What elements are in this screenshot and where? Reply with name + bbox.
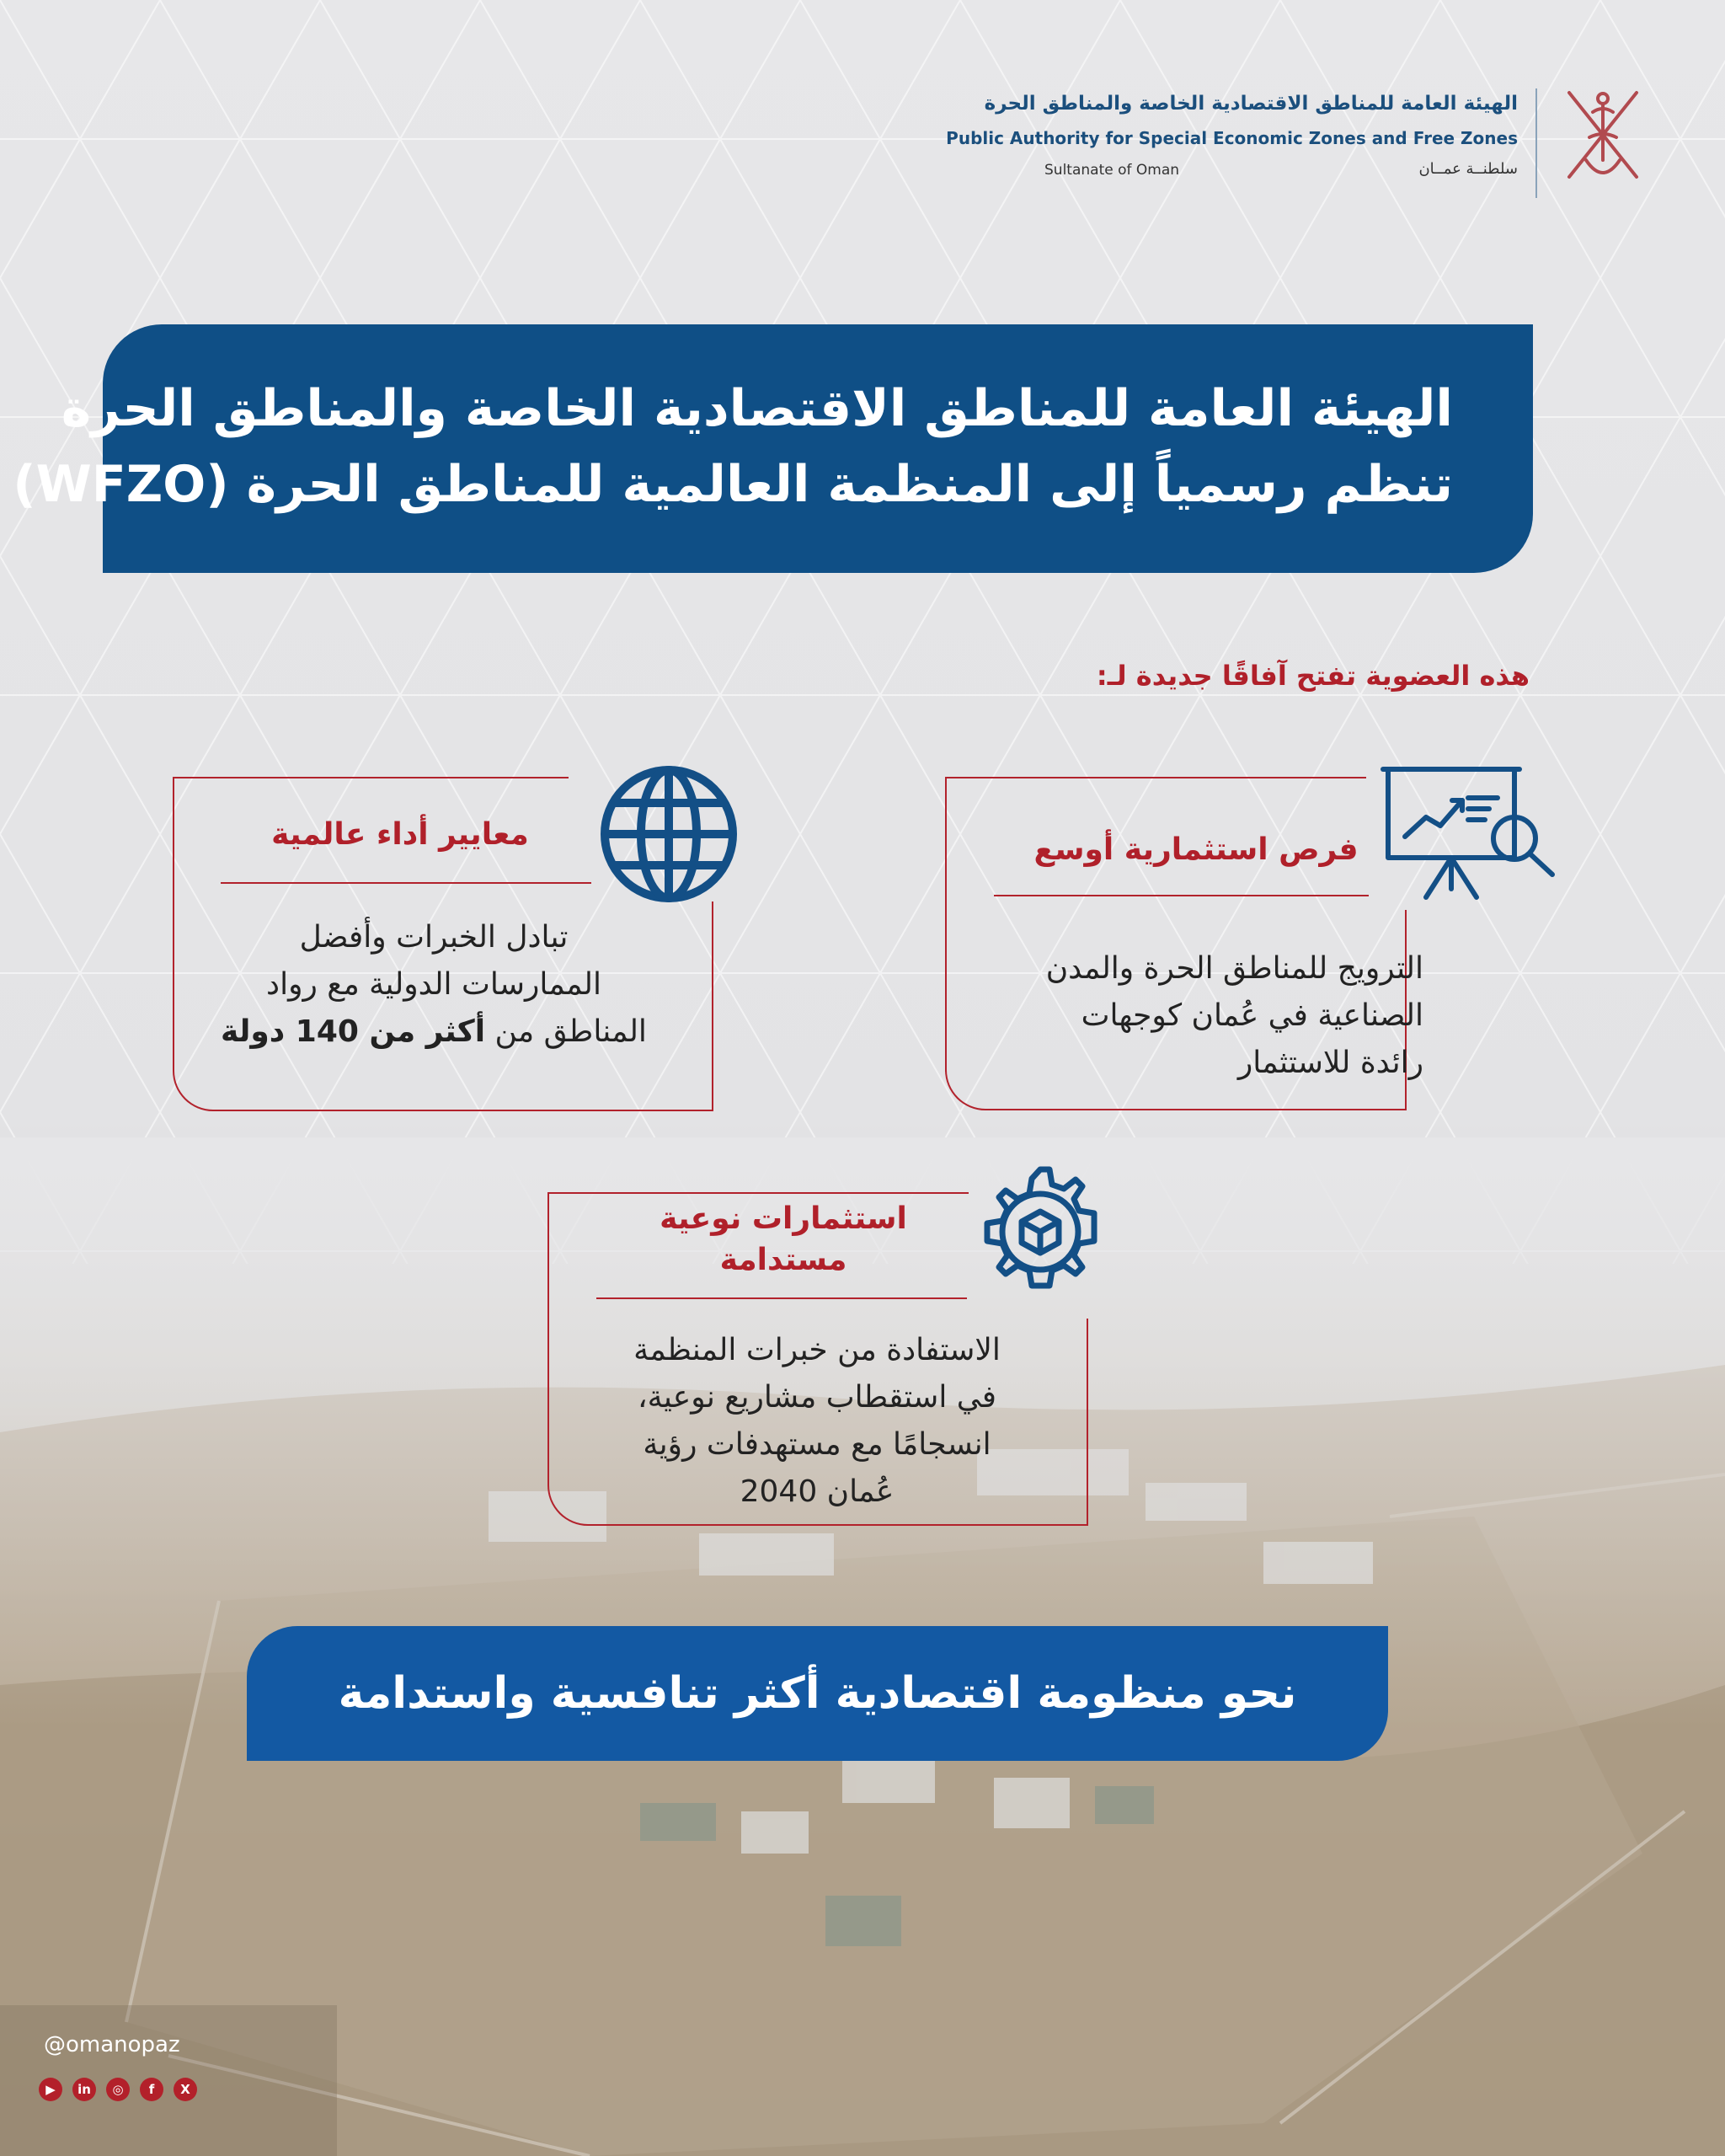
header-divider xyxy=(1535,88,1537,198)
card-sustainable-title-rule xyxy=(596,1297,967,1299)
card-sustainable-line-3: انسجامًا مع مستهدفات رؤية xyxy=(643,1427,991,1462)
instagram-icon[interactable]: ◎ xyxy=(106,2078,130,2101)
card-investment-bottom-rule xyxy=(985,1109,1407,1110)
youtube-icon[interactable]: ▶ xyxy=(39,2078,62,2101)
card-investment-left-rule xyxy=(945,777,947,1072)
card-sustainable-body xyxy=(573,1327,1061,1516)
title-line-1: الهيئة العامة للمناطق الاقتصادية الخاصة والمناطق الحرة xyxy=(61,379,1453,438)
card-sustainable-title-line-1: استثمارات نوعية xyxy=(660,1201,907,1236)
title-banner xyxy=(13,324,1533,573)
card-investment-line-2: الصناعية في عُمان كوجهات xyxy=(1081,998,1423,1033)
title-line-2: تنظم رسمياً إلى المنظمة العالمية للمناطق الحرة (WFZO) xyxy=(13,455,1453,514)
facebook-icon[interactable]: f xyxy=(140,2078,163,2101)
card-investment-line-1: الترويج للمناطق الحرة والمدن xyxy=(1045,951,1423,986)
card-sustainable-right-rule xyxy=(1087,1319,1088,1526)
oman-khanjar-emblem-icon xyxy=(1552,80,1653,190)
linkedin-icon[interactable]: in xyxy=(72,2078,96,2101)
social-handle[interactable]: @omanopaz xyxy=(44,2032,180,2057)
globe-icon xyxy=(600,765,739,904)
card-sustainable-line-4: عُمان 2040 xyxy=(740,1474,895,1509)
x-icon[interactable]: X xyxy=(174,2078,197,2101)
card-global-standards-line-3-prefix: المناطق من xyxy=(485,1014,647,1049)
org-name-english: Public Authority for Special Economic Zones and Free Zones xyxy=(946,128,1518,148)
card-sustainable-title-line-2: مستدامة xyxy=(719,1243,847,1277)
card-investment-title: فرص استثمارية أوسع xyxy=(1033,832,1359,867)
card-sustainable-left-rule xyxy=(547,1192,549,1479)
intro-text: هذه العضوية تفتح آفاقًا جديدة لـ: xyxy=(1096,660,1530,692)
card-sustainable-bottom-rule xyxy=(588,1524,1087,1526)
presentation-chart-magnifier-icon xyxy=(1380,762,1561,906)
card-sustainable-top-rule xyxy=(547,1192,969,1194)
card-global-standards-line-3-bold: أكثر من 140 دولة xyxy=(221,1014,486,1049)
card-global-standards-line-2: الممارسات الدولية مع رواد xyxy=(266,967,601,1002)
card-investment-title-rule xyxy=(994,895,1369,896)
card-investment-top-rule xyxy=(945,777,1366,778)
card-global-standards-right-rule xyxy=(712,901,713,1110)
card-global-standards-line-1: تبادل الخبرات وأفضل xyxy=(299,920,569,955)
country-arabic: سلطنــة عمــان xyxy=(1418,160,1518,178)
closing-banner xyxy=(247,1626,1388,1761)
card-global-standards-line-3 xyxy=(194,1008,674,1056)
card-global-standards-title-rule xyxy=(221,882,591,884)
org-name-arabic: الهيئة العامة للمناطق الاقتصادية الخاصة والمناطق الحرة xyxy=(984,93,1518,115)
card-sustainable-line-2: في استقطاب مشاريع نوعية، xyxy=(638,1380,996,1415)
card-sustainable-line-1: الاستفادة من خبرات المنظمة xyxy=(633,1333,1001,1367)
closing-banner-text: نحو منظومة اقتصادية أكثر تنافسية واستدامة xyxy=(338,1668,1297,1719)
card-global-standards-top-rule xyxy=(173,777,569,778)
country-english: Sultanate of Oman xyxy=(1044,162,1180,179)
card-investment-line-3: رائدة للاستثمار xyxy=(1237,1046,1423,1080)
card-investment-body xyxy=(969,945,1423,1087)
card-global-standards-title: معايير أداء عالمية xyxy=(271,817,529,852)
card-global-standards-body xyxy=(194,914,674,1056)
gear-cube-icon xyxy=(971,1163,1110,1302)
